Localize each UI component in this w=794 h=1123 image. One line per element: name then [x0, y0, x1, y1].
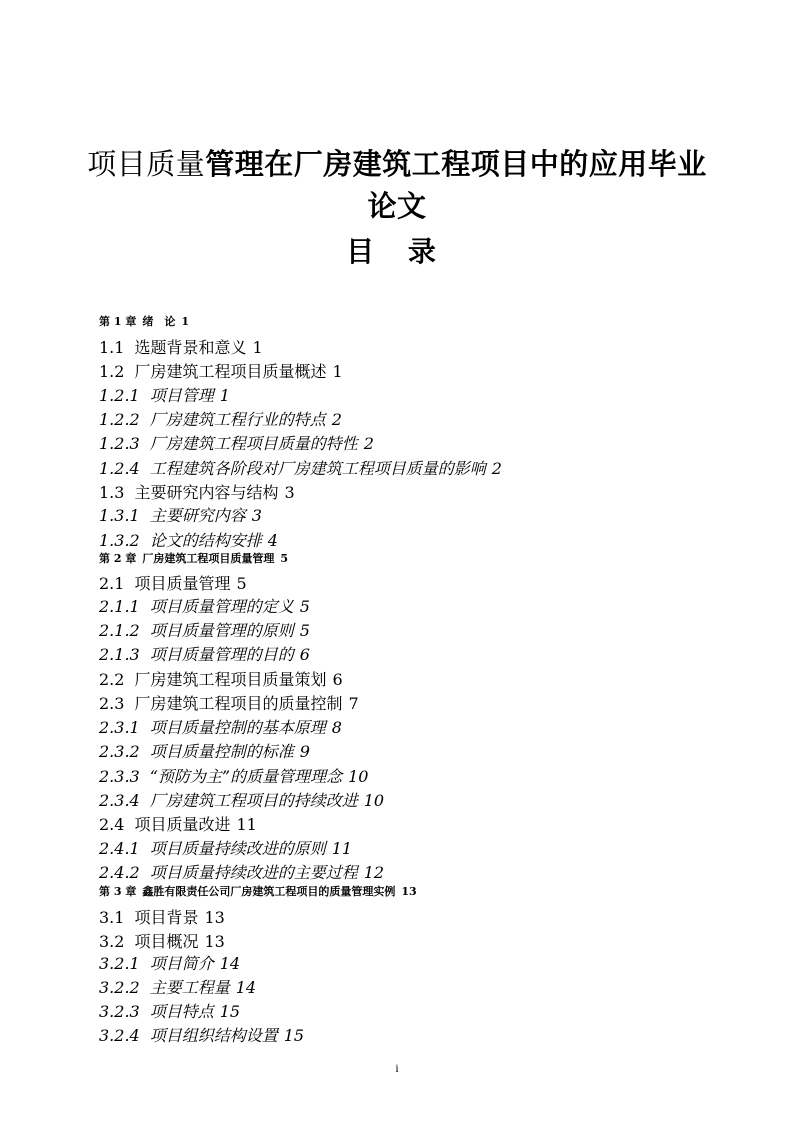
toc-entry-title: 项目质量管理的原则 [149, 621, 294, 640]
toc-entry-section[interactable] [99, 691, 359, 714]
toc-entry-number: 3.1 [99, 908, 125, 927]
toc-entry-page: 10 [363, 791, 385, 810]
toc-entry-page: 1 [181, 315, 189, 328]
toc-entry-title: 项目简介 [149, 954, 214, 973]
toc-entry-page: 5 [236, 574, 247, 593]
toc-entry-title: 项目组织结构设置 [149, 1026, 278, 1045]
toc-entry-page: 5 [299, 597, 310, 616]
toc-entry-number: 3.2 [99, 932, 125, 951]
toc-entry-number: 第 1 章 [99, 315, 137, 328]
toc-entry-section[interactable] [99, 359, 343, 382]
toc-entry-page: 8 [331, 718, 342, 737]
toc-entry-page: 2 [363, 434, 374, 453]
toc-entry-page: 7 [348, 694, 359, 713]
toc-entry-title: 厂房建筑工程项目质量管理 [142, 552, 275, 565]
toc-entry-title: 项目质量管理的目的 [149, 645, 294, 664]
toc-entry-number: 1.1 [99, 338, 125, 357]
toc-entry-sub[interactable] [99, 715, 342, 738]
title-line-2: 论文 [367, 189, 427, 223]
toc-entry-sub[interactable] [99, 1023, 304, 1046]
toc-heading: 目 录 [346, 235, 448, 268]
toc-entry-number: 3.2.2 [99, 978, 140, 997]
toc-entry-sub[interactable] [99, 431, 374, 454]
toc-entry-sub[interactable] [99, 836, 352, 859]
toc-entry-chapter[interactable] [99, 550, 288, 566]
toc-entry-title: 项目特点 [149, 1002, 214, 1021]
toc-entry-section[interactable] [99, 905, 225, 928]
toc-entry-number: 2.1.3 [99, 645, 140, 664]
toc-entry-number: 2.3 [99, 694, 125, 713]
toc-entry-sub[interactable] [99, 618, 310, 641]
toc-entry-title: 厂房建筑工程行业的特点 [149, 410, 326, 429]
title-line-1 [0, 143, 794, 185]
toc-entry-title: 主要研究内容 [149, 506, 246, 525]
toc-entry-page: 3 [284, 483, 295, 502]
toc-entry-number: 第 3 章 [99, 885, 137, 898]
toc-entry-title: 选题背景和意义 [134, 338, 247, 357]
toc-entry-page: 1 [219, 386, 230, 405]
toc-entry-section[interactable] [99, 571, 247, 594]
toc-entry-sub[interactable] [99, 951, 240, 974]
toc-entry-title: 厂房建筑工程项目的持续改进 [149, 791, 358, 810]
toc-entry-number: 2.4.1 [99, 839, 140, 858]
page-number: i [395, 1061, 399, 1075]
toc-entry-page: 6 [332, 670, 343, 689]
toc-entry-page: 1 [252, 338, 263, 357]
toc-entry-page: 15 [219, 1002, 241, 1021]
toc-entry-number: 3.2.3 [99, 1002, 140, 1021]
toc-entry-sub[interactable] [99, 975, 256, 998]
toc-entry-title: 项目质量改进 [134, 815, 231, 834]
toc-entry-page: 9 [299, 742, 310, 761]
toc-entry-title: 项目概况 [134, 932, 199, 951]
toc-entry-page: 12 [363, 863, 385, 882]
toc-entry-number: 第 2 章 [99, 552, 137, 565]
toc-entry-section[interactable] [99, 335, 263, 358]
toc-entry-page: 13 [204, 908, 225, 927]
toc-entry-sub[interactable] [99, 764, 368, 787]
toc-entry-number: 1.3.2 [99, 531, 140, 550]
toc-entry-number: 1.2 [99, 362, 125, 381]
toc-entry-page: 13 [401, 885, 417, 898]
toc-entry-sub[interactable] [99, 739, 310, 762]
toc-entry-sub[interactable] [99, 999, 240, 1022]
toc-entry-number: 3.2.1 [99, 954, 140, 973]
toc-entry-number: 2.3.1 [99, 718, 140, 737]
toc-entry-number: 2.1.2 [99, 621, 140, 640]
toc-entry-page: 13 [204, 932, 225, 951]
toc-entry-title: 项目质量持续改进的主要过程 [149, 863, 358, 882]
toc-entry-page: 5 [280, 552, 288, 565]
toc-entry-title: 鑫胜有限责任公司厂房建筑工程项目的质量管理实例 [142, 885, 396, 898]
toc-entry-page: 5 [299, 621, 310, 640]
toc-entry-number: 2.3.2 [99, 742, 140, 761]
toc-entry-title: “预防为主”的质量管理理念 [149, 767, 343, 786]
toc-entry-number: 2.1 [99, 574, 125, 593]
toc-entry-number: 2.3.3 [99, 767, 140, 786]
toc-entry-title: 绪 论 [142, 315, 176, 328]
toc-entry-page: 2 [331, 410, 342, 429]
toc-entry-number: 1.2.2 [99, 410, 140, 429]
toc-entry-sub[interactable] [99, 860, 384, 883]
title-line-1-bold: 管理在厂房建筑工程项目中的应用毕业 [205, 147, 707, 181]
toc-entry-sub[interactable] [99, 456, 502, 479]
toc-entry-page: 1 [332, 362, 343, 381]
toc-entry-sub[interactable] [99, 788, 384, 811]
toc-entry-number: 2.3.4 [99, 791, 140, 810]
toc-entry-sub[interactable] [99, 594, 310, 617]
toc-entry-page: 3 [251, 506, 262, 525]
toc-entry-section[interactable] [99, 812, 257, 835]
toc-entry-title: 工程建筑各阶段对厂房建筑工程项目质量的影响 [149, 459, 486, 478]
toc-entry-title: 厂房建筑工程项目质量策划 [134, 670, 327, 689]
toc-entry-page: 10 [348, 767, 369, 786]
toc-entry-page: 14 [219, 954, 241, 973]
toc-entry-number: 1.2.4 [99, 459, 140, 478]
toc-entry-number: 2.1.1 [99, 597, 140, 616]
toc-entry-number: 1.3 [99, 483, 125, 502]
toc-entry-number: 1.2.1 [99, 386, 140, 405]
toc-entry-title: 项目质量管理的定义 [149, 597, 294, 616]
toc-entry-number: 2.4.2 [99, 863, 140, 882]
toc-entry-number: 2.2 [99, 670, 125, 689]
toc-entry-number: 1.2.3 [99, 434, 140, 453]
toc-entry-title: 主要工程量 [149, 978, 230, 997]
toc-entry-page: 14 [235, 978, 257, 997]
title-line-1-light: 项目质量 [87, 147, 206, 181]
toc-entry-title: 论文的结构安排 [149, 531, 262, 550]
toc-entry-number: 1.3.1 [99, 506, 140, 525]
toc-entry-section[interactable] [99, 480, 295, 503]
toc-entry-chapter[interactable] [99, 313, 189, 329]
toc-entry-sub[interactable] [99, 503, 262, 526]
toc-entry-sub[interactable] [99, 642, 310, 665]
toc-entry-section[interactable] [99, 667, 343, 690]
toc-entry-title: 项目质量管理 [134, 574, 231, 593]
toc-entry-chapter[interactable] [99, 883, 417, 899]
toc-entry-title: 项目质量控制的标准 [149, 742, 294, 761]
toc-entry-title: 项目管理 [149, 386, 214, 405]
toc-entry-sub[interactable] [99, 407, 342, 430]
toc-entry-sub[interactable] [99, 383, 230, 406]
toc-entry-page: 11 [236, 815, 257, 834]
toc-entry-page: 4 [267, 531, 278, 550]
toc-entry-title: 厂房建筑工程项目的质量控制 [134, 694, 343, 713]
toc-entry-number: 2.4 [99, 815, 125, 834]
toc-entry-page: 15 [283, 1026, 305, 1045]
toc-entry-title: 项目质量持续改进的原则 [149, 839, 326, 858]
toc-entry-title: 项目质量控制的基本原理 [149, 718, 326, 737]
toc-entry-section[interactable] [99, 929, 225, 952]
toc-entry-page: 11 [331, 839, 353, 858]
toc-entry-page: 2 [491, 459, 502, 478]
toc-entry-title: 厂房建筑工程项目质量概述 [134, 362, 327, 381]
toc-entry-number: 3.2.4 [99, 1026, 140, 1045]
toc-entry-sub[interactable] [99, 528, 278, 551]
toc-entry-title: 主要研究内容与结构 [134, 483, 279, 502]
toc-entry-title: 项目背景 [134, 908, 199, 927]
toc-entry-title: 厂房建筑工程项目质量的特性 [149, 434, 358, 453]
toc-entry-page: 6 [299, 645, 310, 664]
document-title [0, 143, 794, 227]
